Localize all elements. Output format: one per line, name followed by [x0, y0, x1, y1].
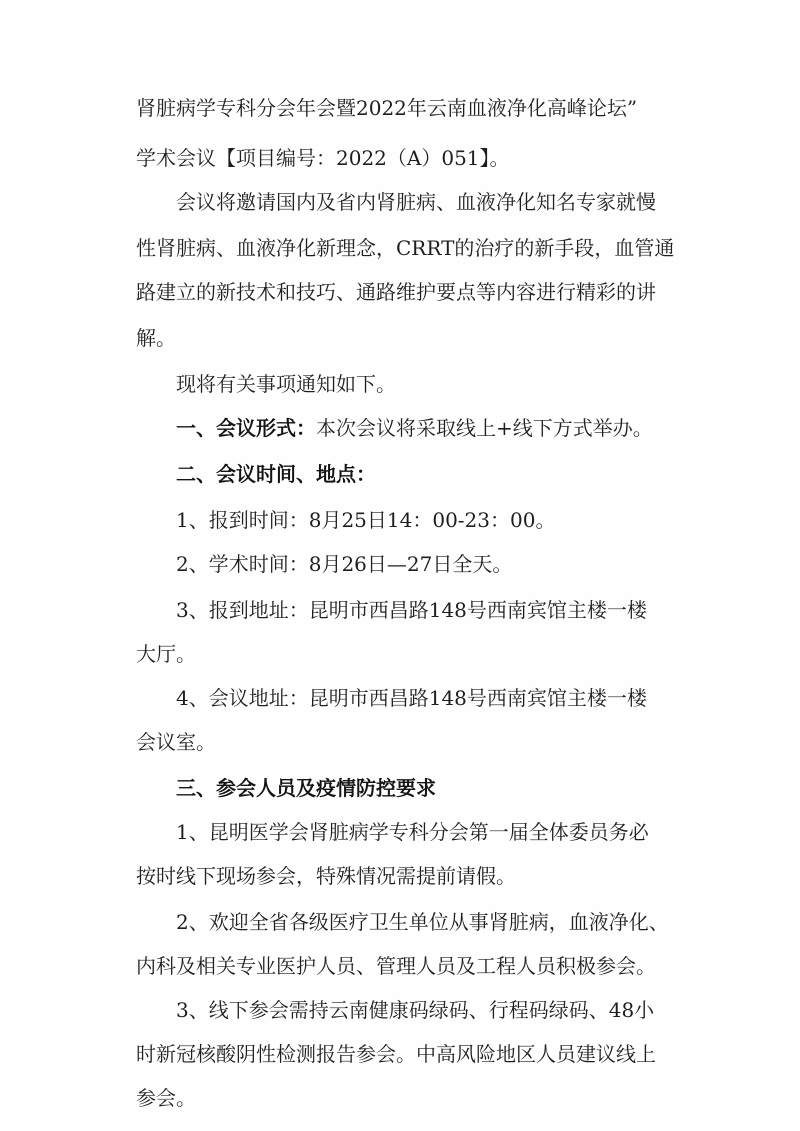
text-line-13-content: 大厅。 — [136, 642, 196, 666]
section-1-line — [176, 411, 686, 445]
text-line-14-content: 4、会议地址：昆明市西昌路148号西南宾馆主楼一楼 — [176, 686, 647, 710]
text-line-14 — [176, 681, 686, 715]
section-3-heading-text: 三、参会人员及疫情防控要求 — [176, 776, 436, 800]
text-line-6-content: 解。 — [136, 326, 176, 350]
text-line-21 — [176, 993, 686, 1027]
text-line-10 — [176, 503, 576, 537]
text-line-5-content: 路建立的新技术和技巧、通路维护要点等内容进行精彩的讲 — [136, 280, 656, 304]
text-line-4-content: 性肾脏病、血液净化新理念，CRRT的治疗的新手段，血管通 — [136, 236, 675, 260]
text-line-12-content: 3、报到地址：昆明市西昌路148号西南宾馆主楼一楼 — [176, 598, 647, 622]
text-line-2-content: 学术会议【项目编号：2022（A）051】。 — [136, 146, 510, 170]
text-line-22 — [136, 1037, 686, 1071]
section-1-body: 本次会议将采取线上+线下方式举办。 — [316, 416, 653, 440]
text-line-20-content: 内科及相关专业医护人员、管理人员及工程人员积极参会。 — [136, 954, 656, 978]
text-line-3 — [176, 185, 686, 219]
text-line-6 — [136, 321, 196, 355]
section-1-heading: 一、会议形式： — [176, 416, 316, 440]
text-line-23-content: 参会。 — [136, 1086, 196, 1110]
text-line-10-content: 1、报到时间：8月25日14：00-23：00。 — [176, 508, 556, 532]
text-line-20 — [136, 949, 686, 983]
section-2-heading — [176, 457, 436, 491]
text-line-7-content: 现将有关事项通知如下。 — [176, 372, 396, 396]
text-line-18 — [136, 859, 536, 893]
text-line-15-content: 会议室。 — [136, 730, 216, 754]
text-line-11 — [176, 547, 576, 581]
text-line-3-content: 会议将邀请国内及省内肾脏病、血液净化知名专家就慢 — [176, 190, 656, 214]
text-line-2 — [136, 141, 510, 175]
text-line-19-content: 2、欢迎全省各级医疗卫生单位从事肾脏病，血液净化、 — [176, 910, 669, 934]
section-3-heading — [176, 771, 476, 805]
text-line-23 — [136, 1081, 216, 1115]
text-line-17-content: 1、昆明医学会肾脏病学专科分会第一届全体委员务必 — [176, 820, 649, 844]
text-line-19 — [176, 905, 686, 939]
text-line-22-content: 时新冠核酸阴性检测报告参会。中高风险地区人员建议线上 — [136, 1042, 656, 1066]
text-line-12 — [176, 593, 686, 627]
text-line-1-content: 肾脏病学专科分会年会暨2022年云南血液净化高峰论坛” — [136, 96, 638, 120]
text-line-5 — [136, 275, 686, 309]
text-line-17 — [176, 815, 686, 849]
text-line-13 — [136, 637, 216, 671]
text-line-1 — [136, 91, 668, 125]
section-2-heading-text: 二、会议时间、地点： — [176, 462, 376, 486]
text-line-11-content: 2、学术时间：8月26日—27日全天。 — [176, 552, 513, 576]
text-line-21-content: 3、线下参会需持云南健康码绿码、行程码绿码、48小 — [176, 998, 655, 1022]
text-line-7 — [176, 367, 416, 401]
text-line-4 — [136, 231, 686, 265]
text-line-18-content: 按时线下现场参会，特殊情况需提前请假。 — [136, 864, 516, 888]
text-line-15 — [136, 725, 256, 759]
